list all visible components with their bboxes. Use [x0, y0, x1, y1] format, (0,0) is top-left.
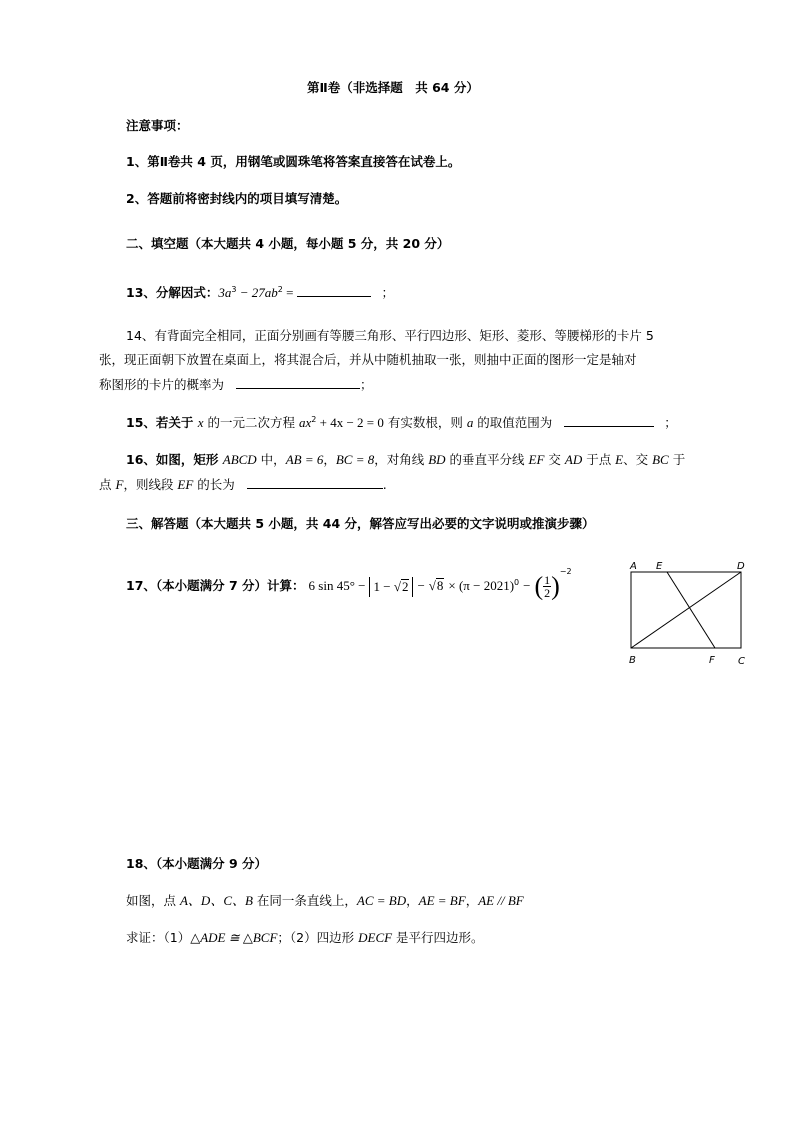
q17-sqrt-2: 2	[401, 578, 409, 594]
q15-var-a: a	[466, 415, 474, 430]
q16-ef: EF	[528, 452, 545, 467]
segment-ef	[667, 572, 715, 648]
q13-expr-a: 3a	[218, 285, 232, 300]
q17-fraction	[543, 574, 551, 599]
q16-mid-4: 交	[544, 452, 565, 467]
q17-abs-inner: 1 −	[373, 578, 391, 594]
q16-number: 16、如图，矩形	[126, 452, 223, 467]
q18-sep-1: ，	[406, 893, 419, 908]
question-15	[126, 413, 677, 432]
q14-answer-blank[interactable]	[236, 375, 360, 389]
q15-eq-a: ax	[298, 415, 312, 430]
q16-bc: BC = 8	[335, 452, 375, 467]
notice-item-2: 2、答题前将密封线内的项目填写清楚。	[126, 191, 348, 206]
q14-suffix: ；	[360, 377, 373, 392]
q18-cond-1: AC = BD	[356, 893, 407, 908]
q13-exp-a: 3	[231, 284, 237, 294]
q16-e: E	[615, 452, 624, 467]
question-14-line-1: 14、有背面完全相同，正面分别画有等腰三角形、平行四边形、矩形、菱形、等腰梯形的卡片 5	[126, 328, 654, 343]
q18-line-2-suffix: 是平行四边形。	[392, 930, 484, 945]
q16-rect: ABCD	[222, 452, 257, 467]
q17-prefix: 17、（本小题满分 7 分）计算：	[126, 578, 305, 593]
q15-answer-blank[interactable]	[564, 413, 654, 427]
q14-line-3-text: 称图形的卡片的概率为	[99, 377, 225, 392]
q15-number: 15、若关于	[126, 415, 198, 430]
q16-mid-6: 、交	[623, 452, 653, 467]
q17-sqrt-8: 8	[436, 578, 444, 593]
q16-ad: AD	[564, 452, 583, 467]
question-18-heading: 18、（本小题满分 9 分）	[126, 856, 268, 871]
question-16-line-1	[126, 451, 685, 469]
q16-suffix: .	[382, 477, 387, 492]
q18-quad: DECF	[358, 930, 393, 945]
q18-line-1-mid: 在同一条直线上，	[252, 893, 357, 908]
rectangle-figure	[620, 555, 760, 670]
q16-ab: AB = 6	[285, 452, 324, 467]
q17-frac-den: 2	[544, 586, 551, 600]
q18-line-1-prefix: 如图，点	[126, 893, 180, 908]
q13-suffix: ；	[381, 285, 394, 300]
q17-term-1: 6 sin 45° −	[308, 578, 366, 593]
q16-f: F	[115, 477, 124, 492]
question-16-line-2	[99, 475, 387, 494]
q16-mid-5: 于点	[582, 452, 616, 467]
label-c: C	[738, 656, 745, 667]
q17-exp-0: 0	[514, 577, 520, 587]
q16-bd: BD	[428, 452, 446, 467]
question-14-line-2: 张，现正面朝下放置在桌面上，将其混合后，并从中随机抽取一张，则抽中正面的图形一定是轴对	[99, 352, 637, 367]
q16-line-2c: 的长为	[193, 477, 235, 492]
label-f: F	[709, 655, 715, 666]
q18-cond-3: AE // BF	[478, 893, 524, 908]
label-b: B	[629, 655, 636, 666]
q13-expr-b: − 27ab	[236, 285, 278, 300]
page-title: 第Ⅱ卷（非选择题 共 64 分）	[307, 80, 479, 95]
q17-term-3: × (π − 2021)	[448, 578, 515, 593]
q15-eq-exp: 2	[311, 414, 317, 424]
label-a: A	[630, 561, 637, 572]
question-14-line-3	[99, 375, 373, 394]
q15-var-x: x	[197, 415, 204, 430]
q15-eq-b: + 4x − 2 = 0	[316, 415, 384, 430]
question-13	[126, 283, 394, 302]
q15-mid-1: 的一元二次方程	[203, 415, 299, 430]
notice-item-1: 1、第Ⅱ卷共 4 页，用钢笔或圆珠笔将答案直接答在试卷上。	[126, 154, 461, 169]
q15-suffix: ；	[664, 415, 677, 430]
q15-mid-2: 有实数根，则	[383, 415, 467, 430]
q18-proof-1: △ADE ≅ △BCF	[190, 930, 278, 945]
diagonal-bd	[631, 572, 741, 648]
q17-absolute-value: 1 − √2	[369, 577, 413, 597]
q18-cond-2: AE = BF	[418, 893, 466, 908]
q16-answer-blank[interactable]	[247, 475, 383, 489]
section-3-heading: 三、解答题（本大题共 5 小题，共 44 分，解答应写出必要的文字说明或推演步骤）	[126, 516, 595, 531]
label-d: D	[737, 561, 745, 572]
q17-left-paren: (	[534, 571, 544, 601]
q16-mid-7: 于	[668, 452, 686, 467]
q18-line-2-prefix: 求证：（1）	[126, 930, 191, 945]
q16-line-2a: 点	[99, 477, 116, 492]
q17-exp-neg-2: −2	[559, 567, 572, 576]
q16-line-2b: ，则线段	[123, 477, 178, 492]
q18-sep-2: ，	[465, 893, 479, 908]
q16-mid-3: 的垂直平分线	[445, 452, 529, 467]
q15-mid-3: 的取值范围为	[473, 415, 553, 430]
q13-answer-blank[interactable]	[297, 283, 371, 297]
q17-term-2: −	[417, 578, 425, 593]
label-e: E	[656, 561, 663, 572]
q17-right-paren: )	[551, 571, 560, 601]
q17-frac-num: 1	[544, 573, 551, 587]
question-17	[126, 567, 572, 601]
q16-ef-2: EF	[177, 477, 194, 492]
q13-prefix: 13、分解因式：	[126, 285, 219, 300]
q16-sep: ，	[323, 452, 336, 467]
question-18-line-1	[126, 892, 524, 910]
q16-mid-1: 中，	[256, 452, 286, 467]
q16-bc-2: BC	[652, 452, 669, 467]
q17-term-4: −	[523, 578, 531, 593]
notice-heading: 注意事项：	[126, 118, 189, 133]
q16-mid-2: ，对角线	[374, 452, 429, 467]
q17-sqrt-8-wrap: √8	[428, 578, 444, 593]
q18-line-2-mid: ；（2）四边形	[277, 930, 359, 945]
q13-exp-b: 2	[277, 284, 283, 294]
section-2-heading: 二、填空题（本大题共 4 小题，每小题 5 分，共 20 分）	[126, 236, 450, 251]
question-18-line-2	[126, 929, 484, 947]
q13-expr-c: =	[282, 285, 294, 300]
q18-points: A、D、C、B	[179, 893, 253, 908]
